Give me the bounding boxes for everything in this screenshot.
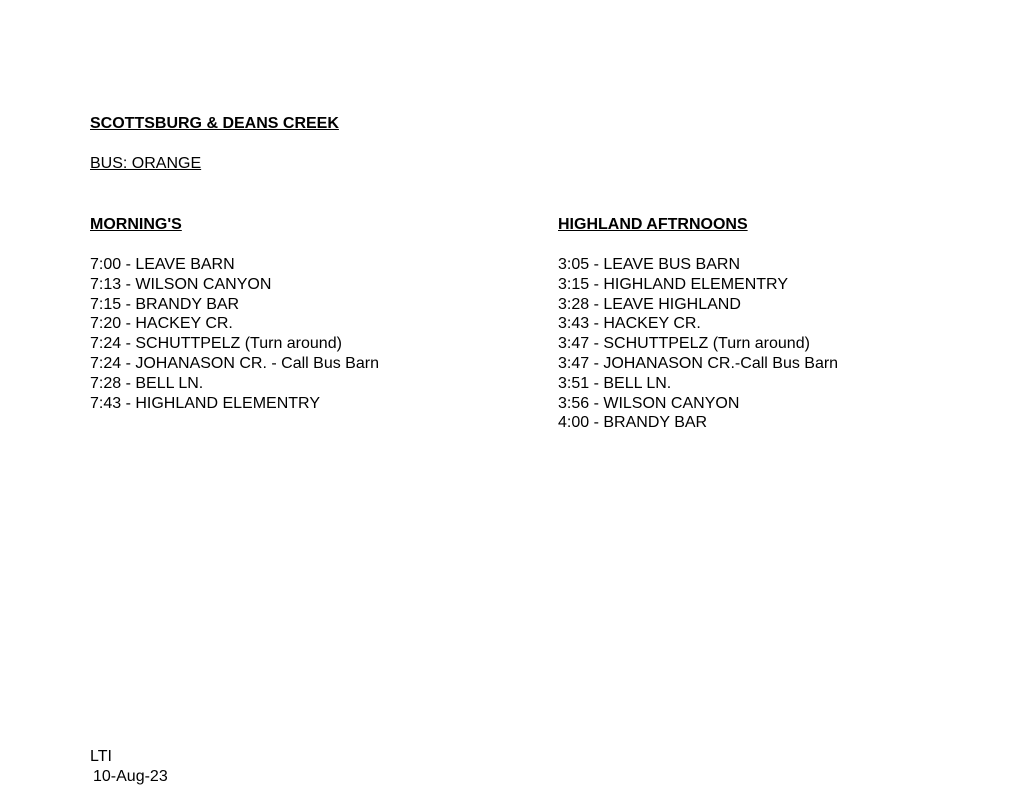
- stop-row: 7:00 - LEAVE BARN: [90, 256, 235, 273]
- route-title: SCOTTSBURG & DEANS CREEK: [90, 115, 339, 132]
- stop-row: 3:28 - LEAVE HIGHLAND: [558, 295, 741, 313]
- stop-row: 7:20 - HACKEY CR.: [90, 315, 233, 333]
- bus-color-label: BUS: ORANGE: [90, 155, 202, 172]
- stop-row: 3:56 - WILSON CANYON: [558, 394, 740, 412]
- morning-schedule: [90, 215, 379, 413]
- morning-stop-list: [90, 255, 379, 413]
- afternoon-schedule: [558, 215, 838, 433]
- stop-row: 3:47 - SCHUTTPELZ (Turn around): [558, 335, 810, 353]
- stop-row: 3:51 - BELL LN.: [558, 374, 672, 392]
- stop-row: 7:24 - SCHUTTPELZ (Turn around): [90, 335, 342, 353]
- stop-row: 3:47 - JOHANASON CR.-Call Bus Barn: [558, 354, 839, 372]
- afternoon-stop-list: [558, 255, 838, 433]
- document-footer: [90, 747, 168, 787]
- stop-row: 7:43 - HIGHLAND ELEMENTRY: [90, 394, 320, 412]
- stop-row: 7:28 - BELL LN.: [90, 374, 204, 392]
- author-initials: LTI: [90, 748, 112, 765]
- stop-row: 7:13 - WILSON CANYON: [90, 275, 272, 293]
- morning-heading: MORNING'S: [90, 216, 182, 233]
- stop-row: 3:43 - HACKEY CR.: [558, 315, 701, 333]
- stop-row: 7:24 - JOHANASON CR. - Call Bus Barn: [90, 354, 379, 372]
- stop-row: 4:00 - BRANDY BAR: [558, 414, 708, 432]
- stop-row: 3:15 - HIGHLAND ELEMENTRY: [558, 275, 788, 293]
- revision-date: 10-Aug-23: [93, 768, 168, 785]
- afternoon-heading: HIGHLAND AFTRNOONS: [558, 216, 748, 233]
- stop-row: 7:15 - BRANDY BAR: [90, 295, 240, 313]
- stop-row: 3:05 - LEAVE BUS BARN: [558, 256, 740, 273]
